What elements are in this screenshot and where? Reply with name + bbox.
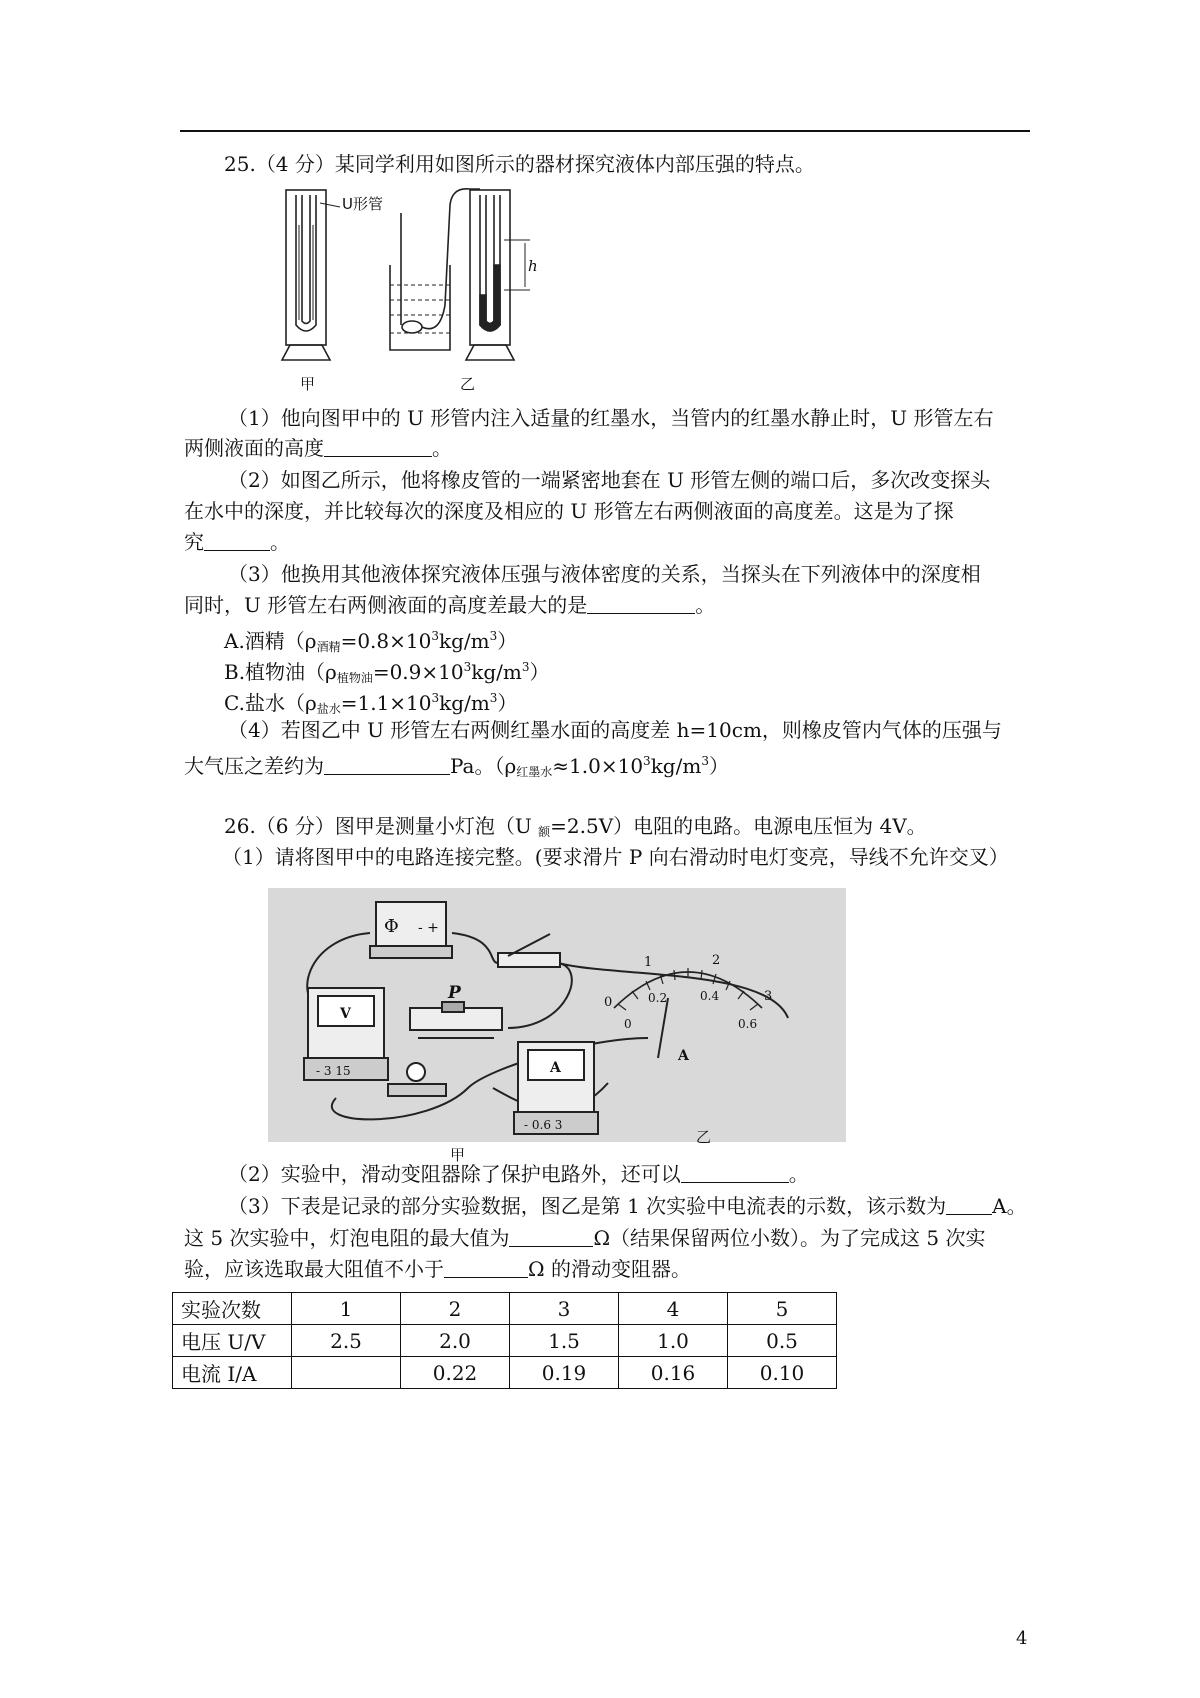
option-c: C.盐水$(\rho_{盐水}=1.1\times 10^3kg/m^3)$ bbox=[224, 691, 518, 716]
answer-blank-1[interactable] bbox=[324, 436, 432, 457]
q26-part3-line2: 这 5 次实验中，灯泡电阻的最大值为 Ω（结果保留两位小数）。为了完成这 5 次实 bbox=[184, 1226, 986, 1250]
voltmeter-terminals: - 3 15 bbox=[316, 1064, 351, 1078]
table-cell: 0.16 bbox=[619, 1357, 728, 1389]
dial-upper-3: 3 bbox=[764, 989, 773, 1004]
table-cell bbox=[292, 1357, 401, 1389]
table-cell: 2.0 bbox=[401, 1325, 510, 1357]
header-rule bbox=[180, 130, 1030, 132]
q26-part3-line1: （3）下表是记录的部分实验数据，图乙是第 1 次实验中电流表的示数，该示数为 A。 bbox=[228, 1194, 1027, 1218]
dial-lower-0: 0 bbox=[624, 1017, 632, 1031]
dial-lower-3: 0.6 bbox=[738, 1017, 758, 1031]
answer-blank-7[interactable] bbox=[509, 1226, 593, 1247]
answer-blank-5[interactable] bbox=[681, 1162, 789, 1183]
q25-part3-text: 同时，U 形管左右两侧液面的高度差最大的是 bbox=[184, 593, 588, 617]
dial-upper-2: 2 bbox=[712, 953, 721, 968]
table-cell: 3 bbox=[510, 1293, 619, 1325]
dial-upper-0: 0 bbox=[604, 995, 613, 1010]
table-cell: 1.5 bbox=[510, 1325, 619, 1357]
q25-part1-line2 bbox=[184, 434, 452, 462]
table-cell: 电压 U/V bbox=[173, 1325, 292, 1357]
table-cell: 2 bbox=[401, 1293, 510, 1325]
source-terminals: - + bbox=[418, 920, 439, 936]
answer-blank-2[interactable] bbox=[204, 530, 270, 551]
q25-part4-line1: （4）若图乙中 U 形管左右两侧红墨水面的高度差 h=10cm，则橡皮管内气体的压强与 bbox=[228, 718, 1002, 742]
q25-figure bbox=[280, 185, 565, 395]
q25-part1-text: 两侧液面的高度 bbox=[184, 436, 324, 460]
dial-lower-2: 0.4 bbox=[700, 989, 720, 1003]
answer-blank-6[interactable] bbox=[946, 1194, 992, 1215]
answer-blank-3[interactable] bbox=[587, 593, 695, 614]
slider-p-label: P bbox=[448, 983, 461, 1003]
q26-part2: （2）实验中，滑动变阻器除了保护电路外，还可以 。 bbox=[228, 1162, 809, 1186]
table-row bbox=[173, 1293, 837, 1325]
data-table bbox=[172, 1292, 837, 1389]
table-cell: 0.10 bbox=[728, 1357, 837, 1389]
table-cell: 2.5 bbox=[292, 1325, 401, 1357]
fig-label-jia: 甲 bbox=[450, 1146, 466, 1164]
u-tube-yi bbox=[466, 190, 530, 360]
option-a: A.酒精$(\rho_{酒精}=0.8\times 10^3kg/m^3)$ bbox=[224, 629, 518, 654]
ammeter-symbol: A bbox=[550, 1060, 561, 1076]
beaker-yi bbox=[390, 189, 480, 350]
table-cell: 1.0 bbox=[619, 1325, 728, 1357]
q25-part2-line1: （2）如图乙所示，他将橡皮管的一端紧密地套在 U 形管左侧的端口后，多次改变探头 bbox=[228, 468, 991, 492]
voltmeter-symbol: V bbox=[340, 1006, 351, 1022]
table-cell: 0.19 bbox=[510, 1357, 619, 1389]
q25-part3-end: 。 bbox=[695, 593, 716, 617]
dial-lower-1: 0.2 bbox=[648, 991, 668, 1005]
table-cell: 0.22 bbox=[401, 1357, 510, 1389]
u-tube-label: U形管 bbox=[342, 195, 383, 213]
h-label: h bbox=[528, 257, 538, 275]
table-cell: 实验次数 bbox=[173, 1293, 292, 1325]
table-row bbox=[173, 1357, 837, 1389]
q25-part1-line1: （1）他向图甲中的 U 形管内注入适量的红墨水，当管内的红墨水静止时，U 形管左右 bbox=[228, 406, 994, 430]
table-cell: 0.5 bbox=[728, 1325, 837, 1357]
q26-title: 26.（6 分）图甲是测量小灯泡（U $_额$=2.5V）电阻的电路。电源电压恒为 4V。 bbox=[224, 814, 927, 839]
u-tube-jia bbox=[282, 190, 340, 360]
q25-part2-end: 。 bbox=[270, 530, 290, 554]
option-b: B.植物油$(\rho_{植物油}=0.9\times 10^3kg/m^3)$ bbox=[224, 660, 550, 685]
q25-part1-end: 。 bbox=[432, 436, 452, 460]
power-source bbox=[370, 902, 452, 958]
q25-part2-line2: 在水中的深度，并比较每次的深度及相应的 U 形管左右两侧液面的高度差。这是为了探 bbox=[184, 499, 954, 523]
answer-blank-4[interactable] bbox=[324, 754, 450, 775]
table-cell: 4 bbox=[619, 1293, 728, 1325]
table-cell: 电流 I/A bbox=[173, 1357, 292, 1389]
fig-label-yi: 乙 bbox=[460, 375, 476, 393]
table-cell: 5 bbox=[728, 1293, 837, 1325]
page-number: 4 bbox=[1016, 1628, 1028, 1649]
q25-part2-text: 究 bbox=[184, 530, 204, 554]
q25-part3-line1: （3）他换用其他液体探究液体压强与液体密度的关系，当探头在下列液体中的深度相 bbox=[228, 562, 981, 586]
table-row bbox=[173, 1325, 837, 1357]
q25-part2-line3 bbox=[184, 528, 290, 556]
table-cell: 1 bbox=[292, 1293, 401, 1325]
q25-part4-line2: 大气压之差约为 Pa。$(\rho_{红墨水}\approx 1.0\times 10^3kg/m^3)$ bbox=[184, 754, 729, 779]
dial-unit: A bbox=[678, 1048, 689, 1064]
q26-figure bbox=[268, 888, 846, 1164]
source-symbol: Φ bbox=[384, 916, 399, 937]
q25-title: 25.（4 分）某同学利用如图所示的器材探究液体内部压强的特点。 bbox=[224, 152, 815, 176]
fig-label-jia: 甲 bbox=[300, 375, 316, 393]
fig-label-yi: 乙 bbox=[696, 1128, 712, 1146]
q26-part1: （1）请将图甲中的电路连接完整。(要求滑片 P 向右滑动时电灯变亮，导线不允许交叉） bbox=[222, 845, 1009, 869]
dial-upper-1: 1 bbox=[644, 955, 653, 970]
q25-part3-line2 bbox=[184, 591, 715, 619]
q26-part3-line3: 验，应该选取最大阻值不小于 Ω 的滑动变阻器。 bbox=[184, 1257, 691, 1281]
answer-blank-8[interactable] bbox=[444, 1257, 528, 1278]
ammeter-terminals: - 0.6 3 bbox=[524, 1118, 563, 1132]
